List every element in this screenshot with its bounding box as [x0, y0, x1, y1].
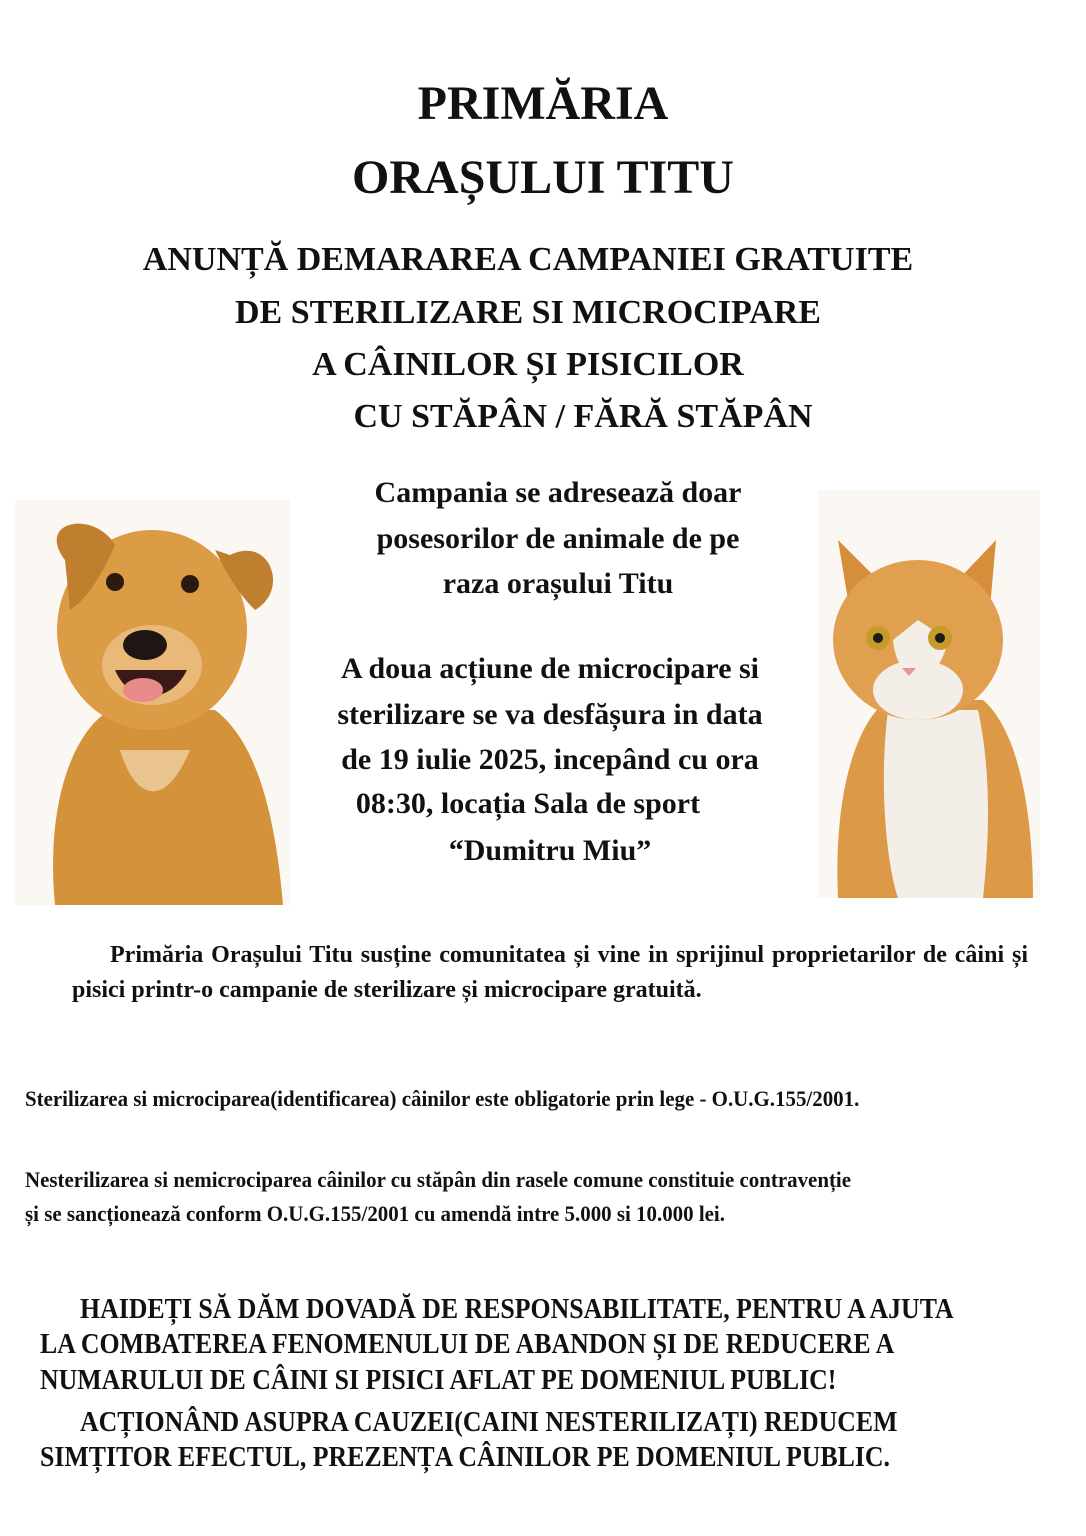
closing-line: HAIDEȚI SĂ DĂM DOVADĂ DE RESPONSABILITATE, PENTRU A AJUTA	[80, 1293, 954, 1325]
closing-line: ACȚIONÂND ASUPRA CAUZEI(CAINI NESTERILIZAȚI) REDUCEM	[80, 1406, 898, 1438]
event-venue: “Dumitru Miu”	[448, 834, 652, 867]
announcement-line: DE STERILIZARE SI MICROCIPARE	[235, 294, 821, 331]
audience-line: posesorilor de animale de pe	[376, 522, 740, 555]
legal-penalty-line-2: și se sancționează conform O.U.G.155/2001 cu amendă intre 5.000 si 10.000 lei.	[25, 1201, 725, 1226]
event-line: sterilizare se va desfășura in data	[337, 698, 763, 731]
legal-obligation: Sterilizarea si microciparea(identificarea) câinilor este obligatorie prin lege - O.U.G.155/2001.	[25, 1086, 860, 1111]
support-paragraph: Primăria Orașului Titu susține comunitatea și vine in sprijinul proprietarilor de câini și pisici printr-o campanie de sterilizare și microcipare gratuită.	[72, 942, 1028, 1003]
closing-line: LA COMBATEREA FENOMENULUI DE ABANDON ȘI DE REDUCERE A	[40, 1328, 895, 1360]
closing-line: SIMȚITOR EFECTUL, PREZENȚA CÂINILOR PE DOMENIUL PUBLIC.	[40, 1441, 890, 1473]
announcement-line: CU STĂPÂN / FĂRĂ STĂPÂN	[353, 398, 813, 435]
dog-image	[15, 500, 290, 905]
title-line-1: PRIMĂRIA	[417, 77, 669, 130]
legal-penalty-line-1: Nesterilizarea si nemicrociparea câinilor cu stăpân din rasele comune constituie contravenție	[25, 1167, 852, 1192]
event-line: 08:30, locația Sala de sport	[355, 787, 701, 820]
event-line: de 19 iulie 2025, incepând cu ora	[341, 743, 759, 776]
cat-image	[818, 490, 1040, 898]
title-line-2: ORAȘULUI TITU	[352, 151, 734, 204]
audience-line: Campania se adresează doar	[374, 476, 742, 509]
announcement-line: A CÂINILOR ȘI PISICILOR	[312, 346, 744, 383]
event-line: A doua acțiune de microcipare si	[340, 652, 760, 685]
closing-line: NUMARULUI DE CÂINI SI PISICI AFLAT PE DOMENIUL PUBLIC!	[40, 1364, 837, 1396]
announcement-line: ANUNȚĂ DEMARAREA CAMPANIEI GRATUITE	[142, 241, 914, 278]
audience-line: raza orașului Titu	[442, 567, 674, 600]
